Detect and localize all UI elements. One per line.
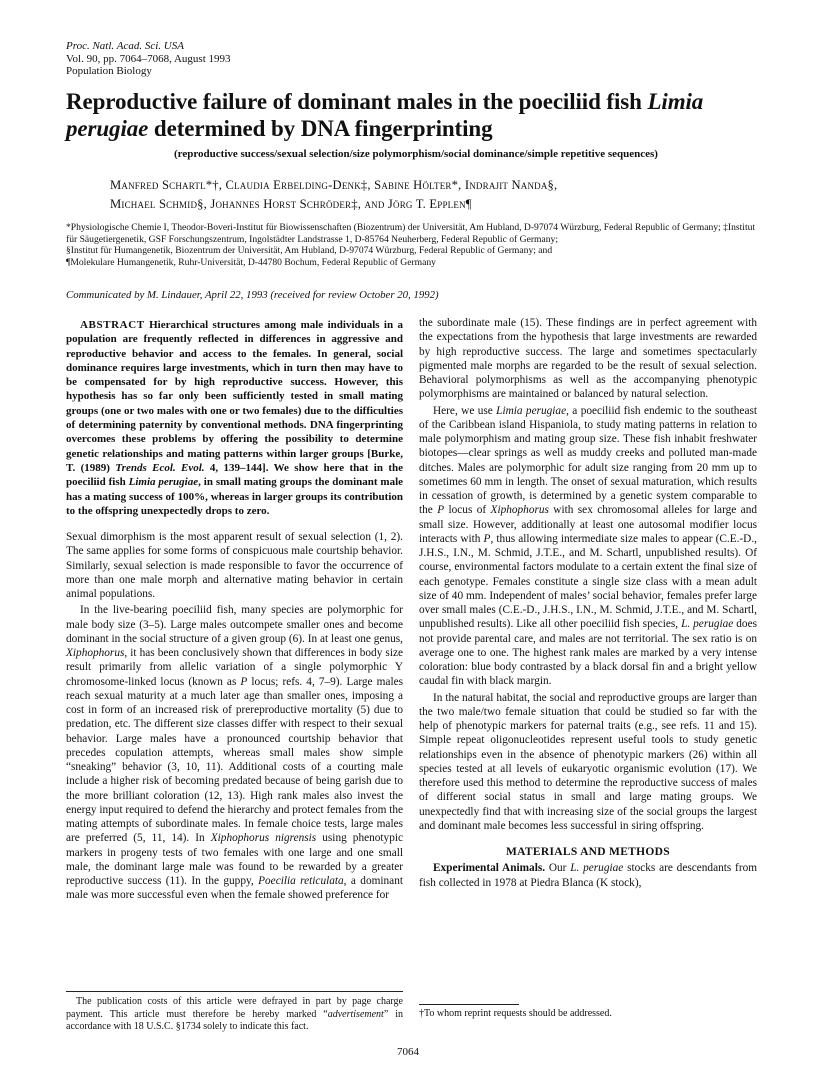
affiliation-2: §Institut für Humangenetik, Biozentrum der Universität, Am Hubland, D-97074 Würzburg, Federal Republic of Germany; and bbox=[66, 245, 553, 256]
journal-section: Population Biology bbox=[66, 65, 152, 77]
text-run: The publication costs of this article were defrayed in part by page charge payment. This article must therefore be hereby marked “ bbox=[66, 996, 403, 1020]
genus-name: Xiphophorus bbox=[490, 504, 549, 517]
affiliations bbox=[66, 222, 766, 268]
journal-header bbox=[66, 40, 231, 78]
locus-name: P bbox=[437, 504, 445, 517]
title-species: Limia perugiae bbox=[66, 89, 704, 141]
communicated-by: Communicated by M. Lindauer, April 22, 1993 (received for review October 20, 1992) bbox=[66, 289, 439, 301]
footnote-divider-left bbox=[66, 991, 403, 992]
text-run: , thus allowing intermediate size males to appear (C.E.-D., J.H.S., I.N., M. Schmid, J.T.E., and M. Schartl, unpublished results). Of course, environmental factors modulate to a certain extent the final size of each genotype. Females constitute a single size class with a mean adult size of 40 mm. Independent of males’ social behavior, females prefer large over small males (C.E.-D., J.H.S., I.N., M. Schmid, J.T.E., and M. Schartl, unpublished results). Like all other poeciliid fish species, bbox=[419, 532, 757, 631]
text-run: Here, we use bbox=[433, 404, 497, 417]
reprint-footnote: †To whom reprint requests should be addressed. bbox=[419, 1008, 612, 1019]
author-list bbox=[110, 176, 770, 214]
title-part2: determined by DNA fingerprinting bbox=[148, 116, 493, 141]
text-run: locus; refs. 4, 7–9). Large males reach sexual maturity at a much later age than smaller ones, imposing a cost in form of an increased risk of prereproductive mortality (5) due to predation, etc. The different size classes differ with respect to their sexual behavior. Large males have a pronounced courtship behavior that precedes copulation attempts, whereas small males show simple “sneaking” behavior (3, 10, 11). Additional costs of a courting male include a higher risk of becoming predated because of being garish due to the more brilliant coloration (12, 13). High rank males also invest the energy input required to defend the hierarchy and protect females from the mating attempts of subordinate males. In female choice tests, large males are preferred (5, 11, 14). In bbox=[66, 675, 403, 845]
text-run: using phenotypic markers in progeny tests of two females with one large and one small male, the dominant large male was found to be rewarded by a greater reproductive success (11). In the guppy, bbox=[66, 832, 403, 887]
abstract-species: Limia perugiae bbox=[128, 476, 199, 489]
genus-name: Xiphophorus bbox=[66, 647, 125, 659]
text-run: Our bbox=[545, 862, 571, 875]
methods-paragraph-1 bbox=[419, 861, 757, 890]
abstract-text-1: Hierarchical structures among male individuals in a population are frequently reflected in differences in aggressive and reproductive behavior and access to the females. In general, social dominance requires large investments, which in turn then may have to be compensated for by high reproductive success. However, this hypothesis has so far only been sufficiently tested in small mating groups (one or two males with one or two females) due to the difficulties of determining paternity by conventional methods. DNA fingerprinting overcomes these problems by offering the possibility to determine genetic relationships and mating patterns within larger groups [Burke, T. (1989) bbox=[66, 319, 403, 474]
text-run: with sex chromosomal alleles for large and small size. However, additionally at least one autosomal modifier locus interacts with bbox=[419, 504, 757, 545]
intro-paragraph-2 bbox=[66, 603, 403, 902]
abstract bbox=[66, 318, 403, 518]
abstract-text-3: , in small mating groups the dominant male has a mating success of 100%, whereas in larger groups its contribution to the offspring unexpectedly drops to zero. bbox=[66, 476, 404, 517]
authors-line-2: Michael Schmid§, Johannes Horst Schröder‡, and Jörg T. Epplen¶ bbox=[110, 197, 472, 211]
text-run: stocks are descendants from fish collected in 1978 at Piedra Blanca (K stock), bbox=[419, 862, 758, 889]
subsection-heading: Experimental Animals. bbox=[433, 862, 546, 875]
abstract-text-2: 4, 139–144]. We show here that in the poeciliid fish bbox=[66, 461, 403, 489]
abstract-ref-journal: Trends Ecol. Evol. bbox=[115, 461, 205, 474]
text-run: does not provide parental care, and males are not territorial. The sex ratio is on average one to one. The highest rank males are marked by a very intense coloration: blue body contrasted by a black dorsal fin and a bright yellow caudal fin with black margin. bbox=[419, 618, 757, 688]
affiliation-1: *Physiologische Chemie I, Theodor-Boveri-Institut für Biowissenschaften (Biozentrum) der Universität, Am Hubland, D-97074 Würzburg, Federal Republic of Germany; ‡Institut für Säugetiergenetik, GSF Forschungszentrum, Ingolstädter Landstrasse 1, D-85764 Neuherberg, Federal Republic of Germany; bbox=[66, 222, 756, 245]
right-paragraph-3: In the natural habitat, the social and reproductive groups are larger than the two male/two female situation that could be studied so far with the help of phenotypic markers for paternal traits (e.g., see refs. 11 and 15). Simple repeat oligonucleotides represent useful tools to study genetic relationships even in the absence of phenotypic markers (26) within all species tested at all levels of eukaryotic organismic evolution (17). We therefore used this method to determine the reproductive success of males of different social status in small and large mating groups. We unexpectedly find that with increasing size of the social groups the largest and dominant male becomes less successful in siring offspring. bbox=[419, 691, 757, 832]
species-name: Poecilia reticulata bbox=[258, 875, 344, 887]
authors-line-1: Manfred Schartl*†, Claudia Erbelding-Denk‡, Sabine Hölter*, Indrajit Nanda§, bbox=[110, 178, 558, 192]
text-run: In the live-bearing poeciliid fish, many species are polymorphic for male body size (3–5). Large males outcompete smaller ones and become dominant in the social structure of a given group (6). In at least one genus, bbox=[66, 604, 403, 645]
species-name: L. perugiae bbox=[681, 618, 734, 631]
keywords: (reproductive success/sexual selection/size polymorphism/social dominance/simple repetitive sequences) bbox=[174, 148, 658, 160]
locus-name: P bbox=[483, 532, 491, 545]
text-run: locus of bbox=[444, 504, 491, 517]
paper-title bbox=[66, 88, 766, 142]
text-run: , a dominant male was more successful even when the female showed preference for bbox=[66, 875, 403, 902]
publication-cost-footnote bbox=[66, 996, 403, 1034]
right-column bbox=[419, 316, 757, 892]
text-run: , a poeciliid fish endemic to the southeast of the Caribbean island Hispaniola, to study mating patterns in relation to male polymorphism and mating group size. These fish inhabit freshwater biotopes—clear springs as well as muddy creeks and polluted man-made ditches. Males are polymorphic for adult size ranging from 20 mm up to sometimes 60 mm in length. The onset of sexual maturation, which results in cessation of growth, is determined by a genetic system comparable to the bbox=[419, 404, 757, 517]
journal-volume: Vol. 90, pp. 7064–7068, August 1993 bbox=[66, 52, 231, 65]
title-part1: Reproductive failure of dominant males in the poeciliid fish bbox=[66, 89, 648, 114]
locus-name: P bbox=[240, 675, 248, 688]
text-run: ” in accordance with 18 U.S.C. §1734 solely to indicate this fact. bbox=[66, 1008, 403, 1032]
intro-paragraph-1: Sexual dimorphism is the most apparent result of sexual selection (1, 2). The same applies for some forms of conspicuous male courtship behavior. Similarly, sexual selection is made responsible to favor the occurrence of more than one male morph and alternative mating behavior in certain animal populations. bbox=[66, 531, 403, 600]
species-name: Limia perugiae bbox=[496, 404, 567, 417]
page-number: 7064 bbox=[397, 1046, 419, 1058]
footnote-italic: advertisement bbox=[327, 1008, 384, 1020]
journal-name: Proc. Natl. Acad. Sci. USA bbox=[66, 40, 184, 52]
right-paragraph-1: the subordinate male (15). These findings are in perfect agreement with the expectations from the hypothesis that large investments are rewarded by high reproductive success. The large and sometimes spectacularly pigmented male morphs are regarded to be the result of sexual selection. Behavioral polymorphisms as well as the accompanying phenotypic polymorphisms are maintained or balanced by natural selection. bbox=[419, 317, 757, 401]
abstract-label: ABSTRACT bbox=[80, 319, 145, 331]
footnote-divider-right bbox=[419, 1004, 519, 1005]
species-name: Xiphophorus nigrensis bbox=[210, 832, 317, 845]
right-paragraph-2 bbox=[419, 404, 757, 689]
text-run: , it has been conclusively shown that differences in body size result primarily from allelic variation of a single polymorphic Y chromosome-linked locus (known as bbox=[66, 647, 403, 688]
section-heading-methods: MATERIALS AND METHODS bbox=[506, 846, 670, 858]
species-name: L. perugiae bbox=[570, 862, 624, 875]
left-column-body bbox=[66, 530, 403, 905]
affiliation-3: ¶Molekulare Humangenetik, Ruhr-Universität, D-44780 Bochum, Federal Republic of Germany bbox=[66, 256, 436, 268]
